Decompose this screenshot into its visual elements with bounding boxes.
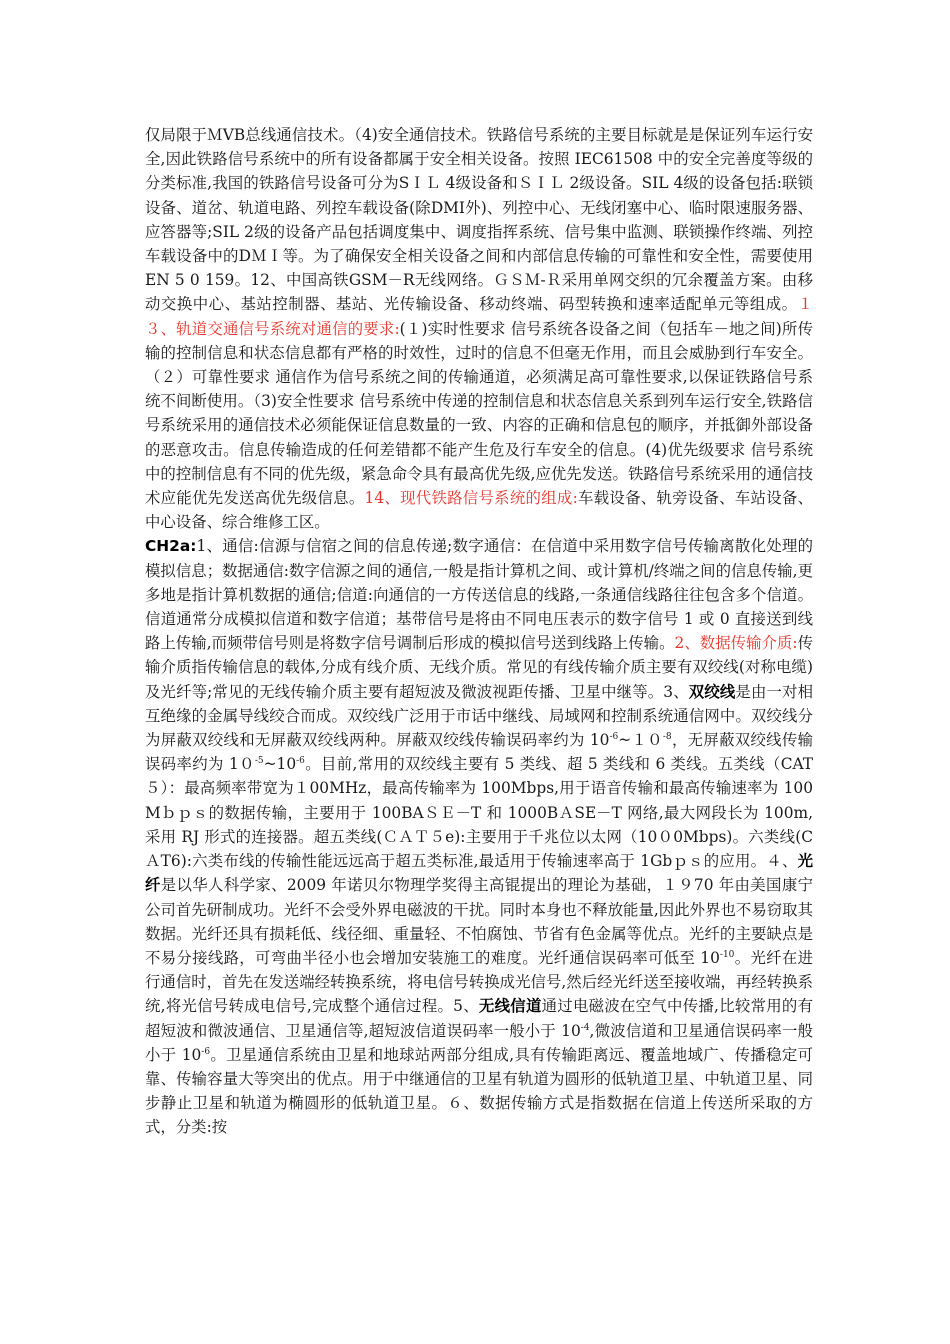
section-heading-2: 2、数据传输介质:: [674, 634, 798, 653]
exponent: -8: [662, 732, 672, 743]
text-segment: 车载设备、轨旁设备、车站设备、中心设备、综合维修工区。: [145, 489, 813, 532]
term-wireless-channel: 无线信道: [478, 997, 542, 1016]
text-segment: 是由一对相互绝缘的金属导线绞合而成。双绞线广泛用于市话中继线、局域网和控制系统通信网中。双绞线分为屏蔽双绞线和无屏蔽双绞线两种。屏蔽双绞线传输误码率约为 10: [145, 682, 813, 750]
section-heading-13: １３、轨道交通信号系统对通信的要求:: [145, 295, 813, 338]
exponent: -10: [719, 949, 735, 960]
text-segment: 。目前,常用的双绞线主要有 5 类线、超 5 类线和 6 类线。五类线（CAT ５）：最高频率带宽为１00MHz，最高传输率为 100Mbps,用于语音传输和最高传输速率为 100Mｂｐｓ的数据传输，主要用于 100BAＳＥ－T 和 1000BＡSE－T 网络,最大网段长为 100m,采用 RJ 形式的连接器。超五类线(ＣＡＴ５e):主要用于千兆位以太网（10０0Mbps)。六类线(CＡT6):六类布线的传输性能远远高于超五类标准,最适用于传输速率高于 1Gbｐｓ的应用。４、: [145, 755, 814, 871]
section-heading-14: 14、现代铁路信号系统的组成:: [364, 489, 578, 508]
text-segment: 是以华人科学家、2009 年诺贝尔物理学奖得主高锟提出的理论为基础，１９70 年由美国康宁公司首先研制成功。光纤不会受外界电磁波的干扰。同时本身也不释放能量,因此外界也不易窃取其数据。光纤还具有损耗低、线径细、重量轻、不怕腐蚀、节省有色金属等优点。光纤的主要缺点是不易分接线路，可弯曲半径小也会增加安装施工的难度。光纤通信误码率可低至 10: [145, 876, 813, 967]
term-optical-fiber: 光纤: [145, 852, 813, 895]
exponent: -5: [254, 756, 264, 767]
term-twisted-pair: 双绞线: [688, 682, 736, 701]
exponent: -4: [580, 1022, 590, 1033]
text-segment: 。光纤在进行通信时，首先在发送端经转换系统，将电信号转换成光信号,然后经光纤送至接收端，再经转换系统,将光信号转成电信号,完成整个通信过程。5、: [145, 948, 813, 1016]
exponent: -6: [609, 732, 619, 743]
text-segment: ~１０: [618, 731, 663, 750]
text-segment: 1、通信:信源与信宿之间的信息传递;数字通信：在信道中采用数字信号传输离散化处理的模拟信息；数据通信:数字信源之间的通信,一般是指计算机之间、或计算机/终端之间的信息传输,更多地是指计算机数据的通信;信道:向通信的一方传送信息的线路,一条通信线路往往包含多个信道。信道通常分成模拟信道和数字信道；基带信号是将由不同电压表示的数字信号 1 或 0 直接送到线路上传输,而频带信号则是将数字信号调制后形成的模拟信号送到线路上传输。: [145, 537, 813, 653]
text-segment: 通过电磁波在空气中传播,比较常用的有超短波和微波通信、卫星通信等,超短波信道误码率一般小于 10: [145, 997, 813, 1040]
text-segment: 。卫星通信系统由卫星和地球站两部分组成,具有传输距离远、覆盖地域广、传播稳定可靠、传输容量大等突出的优点。用于中继通信的卫星有轨道为圆形的低轨道卫星、中轨道卫星、同步静止卫星和轨道为椭圆形的低轨道卫星。６、数据传输方式是指数据在信道上传送所采取的方式，分类:按: [145, 1045, 813, 1137]
text-segment: (１)实时性要求 信号系统各设备之间（包括车－地之间)所传输的控制信息和状态信息都有严格的时效性，过时的信息不但毫无作用，而且会威胁到行车安全。（２）可靠性要求 通信作为信号系统之间的传输通道，必须满足高可靠性要求,以保证铁路信号系统不间断使用。（3)安全性要求 信号系统中传递的控制信息和状态信息关系到列车运行安全,铁路信号系统采用的通信技术必须能保证信息数量的一致、内容的正确和信息包的顺序，并抵御外部设备的恶意攻击。信息传输造成的任何差错都不能产生危及行车安全的信息。(4)优先级要求 信号系统中的控制信息有不同的优先级，紧急命令具有最高优先级,应优先发送。铁路信号系统采用的通信技术应能优先发送高优先级信息。: [145, 319, 814, 508]
text-segment: ~10: [263, 755, 297, 774]
exponent: -6: [201, 1046, 211, 1057]
document-page: [145, 123, 813, 1140]
exponent: -6: [296, 756, 305, 767]
chapter-label: CH2a:: [145, 537, 197, 556]
text-segment: 传输介质指传输信息的载体,分成有线介质、无线介质。常见的有线传输介质主要有双绞线(对称电缆)及光纤等;常见的无线传输介质主要有超短波及微波视距传播、卫星中继等。3、: [145, 634, 813, 701]
paragraph-ch2a: [145, 534, 813, 1139]
text-segment: 仅局限于ＭVB总线通信技术。（4)安全通信技术。铁路信号系统的主要目标就是是保证列车运行安全,因此铁路信号系统中的所有设备都属于安全相关设备。按照 IEC61508 中的安全完善度等级的分类标准,我国的铁路信号设备可分为SＩＬ 4级设备和ＳＩＬ 2级设备。SIL 4级的设备包括:联锁设备、道岔、轨道电路、列控车载设备(除DMI外)、列控中心、无线闭塞中心、临时限速服务器、应答器等;SIL 2级的设备产品包括调度集中、调度指挥系统、信号集中监测、联锁操作终端、列控车载设备中的DＭＩ等。为了确保安全相关设备之间和内部信息传输的可靠性和安全性，需要使用EN 5 0 159。12、中国高铁GSM－R无线网络。ＧＳＭ-Ｒ采用单网交织的冗余覆盖方案。由移动交换中心、基站控制器、基站、光传输设备、移动终端、码型转换和速率适配单元等组成。: [145, 126, 814, 314]
paragraph-railway-signal: [145, 123, 813, 534]
text-segment: ，无屏蔽双绞线传输误码率约为 1０: [145, 731, 813, 774]
text-segment: ,微波信道和卫星通信误码率一般小于 10: [145, 1021, 813, 1064]
